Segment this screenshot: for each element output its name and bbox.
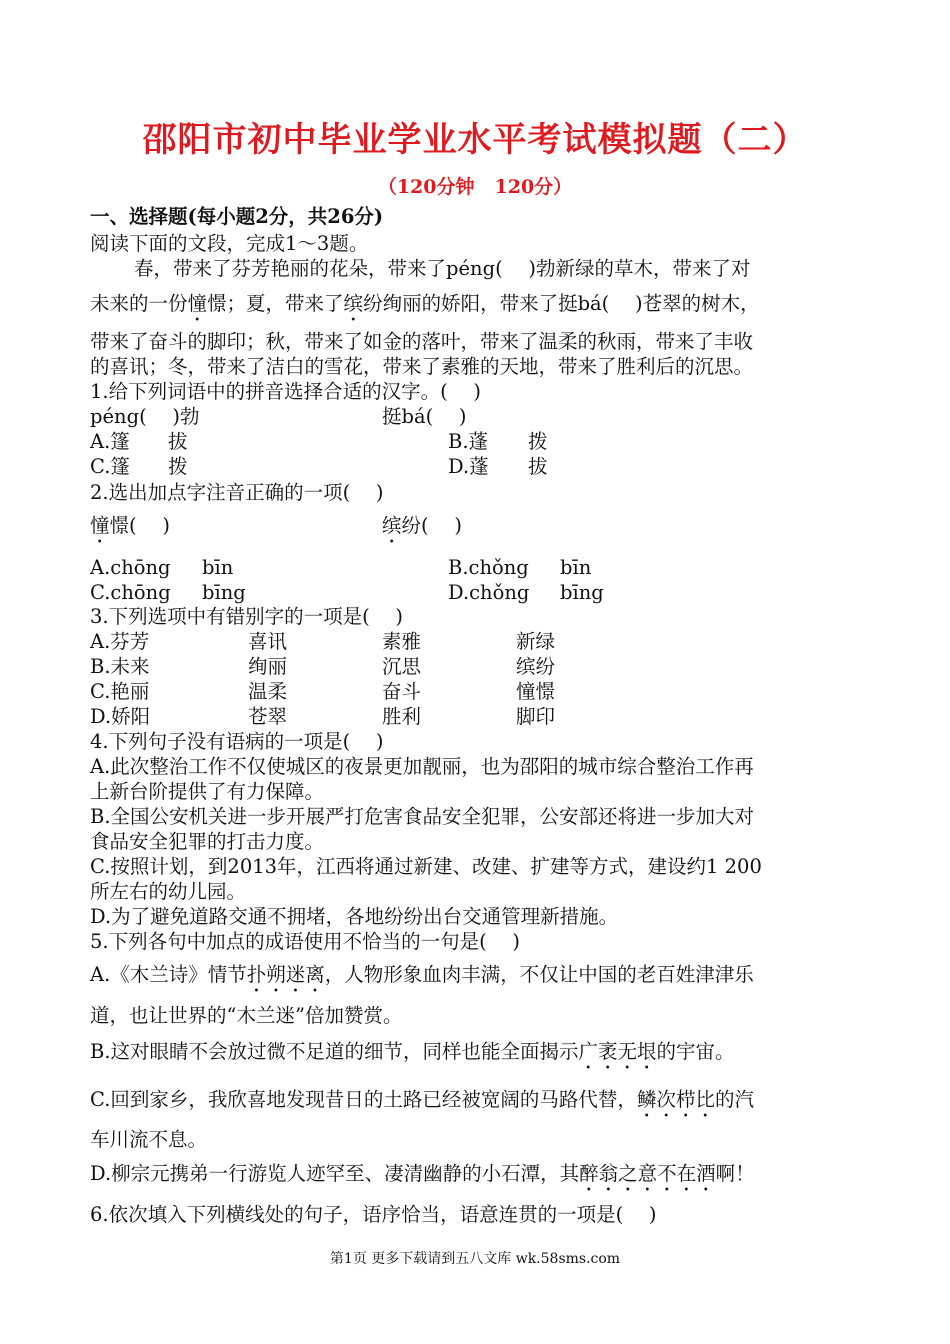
- q5-option-a-2: 道，也让世界的“木兰迷”倍加赞赏。: [90, 1004, 403, 1027]
- q2-option-c-2: bīng: [202, 581, 246, 604]
- q5-text: 啊！: [715, 1162, 755, 1185]
- q4-option-a-1: A.此次整治工作不仅使城区的夜景更加靓丽，也为邵阳的城市综合整治工作再: [90, 755, 754, 778]
- page-title: 邵阳市初中毕业学业水平考试模拟题（二）: [142, 120, 808, 160]
- q3-c-3: 奋斗: [382, 680, 422, 703]
- q4-option-c-1: C.按照计划，到2013年，江西将通过新建、改建、扩建等方式，建设约1 200: [90, 855, 762, 878]
- page-footer: 第1页 更多下载请到五八文库 wk.58sms.com: [329, 1251, 621, 1267]
- q5-option-c-2: 车川流不息。: [90, 1128, 208, 1151]
- passage-text: 未来的一份: [90, 292, 188, 315]
- q5-option-b: [90, 1040, 735, 1074]
- q3-c-2: 温柔: [248, 680, 288, 703]
- section-heading: 一、选择题(每小题2分，共26分): [90, 205, 384, 228]
- q2-word-text: 纷( ): [401, 514, 462, 537]
- question-5-stem: 5.下列各句中加点的成语使用不恰当的一句是( ): [90, 930, 521, 953]
- q3-d-1: D.娇阳: [90, 705, 151, 728]
- q1-option-c-2: 拨: [168, 455, 188, 478]
- page-subtitle: [0, 172, 950, 199]
- q1-pinyin-1: péng( )勃: [90, 405, 200, 428]
- q5-text: A.《木兰诗》情节: [90, 963, 247, 986]
- question-1-stem: 1.给下列词语中的拼音选择合适的汉字。( ): [90, 380, 482, 403]
- q3-a-3: 素雅: [382, 630, 422, 653]
- q4-option-b-2: 食品安全犯罪的打击力度。: [90, 830, 325, 853]
- q5-text: B.这对眼睛不会放过微不足道的细节，同样也能全面揭示: [90, 1040, 579, 1063]
- q1-option-a: A.篷: [90, 430, 130, 453]
- question-3-stem: 3.下列选项中有错别字的一项是( ): [90, 605, 404, 628]
- q3-c-1: C.艳丽: [90, 680, 150, 703]
- q5-text: D.柳宗元携弟一行游览人迹罕至、凄清幽静的小石潭，其: [90, 1162, 580, 1185]
- passage-line-3: 带来了奋斗的脚印；秋，带来了如金的落叶，带来了温柔的秋雨，带来了丰收: [90, 330, 754, 353]
- q3-b-3: 沉思: [382, 655, 422, 678]
- q3-b-2: 绚丽: [248, 655, 288, 678]
- q3-d-2: 苍翠: [248, 705, 288, 728]
- question-6-stem: 6.依次填入下列横线处的句子，语序恰当，语意连贯的一项是( ): [90, 1203, 657, 1226]
- q3-d-3: 胜利: [382, 705, 422, 728]
- q4-option-d: D.为了避免道路交通不拥堵，各地纷纷出台交通管理新措施。: [90, 905, 619, 928]
- q1-option-b: B.蓬: [448, 430, 489, 453]
- reading-instruction: 阅读下面的文段，完成1～3题。: [90, 232, 369, 255]
- q4-option-a-2: 上新台阶提供了有力保障。: [90, 780, 325, 803]
- q5-text: 的汽: [714, 1088, 754, 1111]
- q2-option-a: A.chōng: [90, 556, 171, 579]
- q1-option-d: D.蓬: [448, 455, 489, 478]
- dotted-idiom: 醉翁之意不在酒: [579, 1162, 716, 1185]
- q2-option-c: C.chōng: [90, 581, 171, 604]
- q1-option-b-2: 拨: [528, 430, 548, 453]
- q5-option-c-1: [90, 1088, 754, 1122]
- dotted-char: 憧: [187, 292, 208, 315]
- q5-option-a-1: [90, 963, 754, 997]
- q2-word-1: [90, 514, 170, 548]
- q2-option-b: B.chǒng: [448, 556, 529, 579]
- q3-a-2: 喜讯: [248, 630, 288, 653]
- q3-a-1: A.芬芳: [90, 630, 150, 653]
- passage-line-2: [90, 292, 760, 326]
- dotted-idiom: 鳞次栉比: [636, 1088, 715, 1111]
- dotted-char: 缤: [343, 292, 364, 315]
- dotted-char: 憧: [90, 514, 110, 537]
- passage-text: 憬；夏，带来了: [207, 292, 344, 315]
- q5-option-d: [90, 1162, 755, 1196]
- q4-option-c-2: 所左右的幼儿园。: [90, 880, 247, 903]
- q2-option-b-2: bīn: [560, 556, 592, 579]
- q3-b-4: 缤纷: [516, 655, 556, 678]
- q2-option-d-2: bīng: [560, 581, 604, 604]
- q2-option-d: D.chǒng: [448, 581, 530, 604]
- q3-c-4: 憧憬: [516, 680, 556, 703]
- subtitle-time: （120分钟: [377, 176, 475, 198]
- q3-d-4: 脚印: [516, 705, 556, 728]
- question-4-stem: 4.下列句子没有语病的一项是( ): [90, 730, 384, 753]
- q4-option-b-1: B.全国公安机关进一步开展严打危害食品安全犯罪，公安部还将进一步加大对: [90, 805, 755, 828]
- q1-pinyin-2: 挺bá( ): [382, 405, 467, 428]
- q2-word-text: 憬( ): [109, 514, 170, 537]
- dotted-idiom: 广袤无垠: [578, 1040, 657, 1063]
- q2-option-a-2: bīn: [202, 556, 234, 579]
- dotted-idiom: 扑朔迷离: [246, 963, 325, 986]
- subtitle-score: 120分）: [494, 176, 573, 198]
- q5-text: ，人物形象血肉丰满，不仅让中国的老百姓津津乐: [324, 963, 754, 986]
- q1-option-c: C.篷: [90, 455, 130, 478]
- q1-option-a-2: 拔: [168, 430, 188, 453]
- q1-option-d-2: 拔: [528, 455, 548, 478]
- passage-line-1: 春，带来了芬芳艳丽的花朵，带来了péng( )勃新绿的草木，带来了对: [134, 257, 751, 280]
- passage-line-4: 的喜讯；冬，带来了洁白的雪花，带来了素雅的天地，带来了胜利后的沉思。: [90, 355, 754, 378]
- q5-text: 的宇宙。: [656, 1040, 735, 1063]
- q3-b-1: B.未来: [90, 655, 150, 678]
- q3-a-4: 新绿: [516, 630, 556, 653]
- passage-text: 纷绚丽的娇阳，带来了挺bá( )苍翠的树木，: [363, 292, 760, 315]
- question-2-stem: 2.选出加点字注音正确的一项( ): [90, 481, 384, 504]
- dotted-char: 缤: [382, 514, 402, 537]
- q2-word-2: [382, 514, 462, 548]
- q5-text: C.回到家乡，我欣喜地发现昔日的土路已经被宽阔的马路代替，: [90, 1088, 637, 1111]
